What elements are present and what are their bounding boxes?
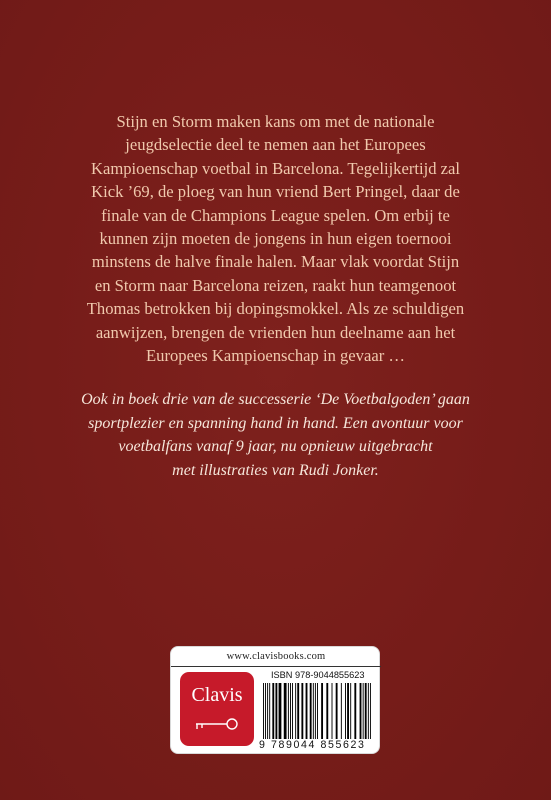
book-blurb [60,110,491,367]
barcode-bar [317,683,318,739]
barcode-bar [313,683,314,739]
barcode-bar [341,683,342,739]
blurb-line: minstens de halve finale halen. Maar vlak voordat Stijn [91,252,460,272]
barcode-bar [360,683,362,739]
blurb-line: finale van de Champions League spelen. Om erbij te [101,205,450,225]
barcode-bar [370,683,371,739]
publisher-logo-text: Clavis [191,684,243,706]
publisher-website: www.clavisbooks.com [226,651,326,662]
barcode-bar [301,683,303,739]
barcode-digits: 9 789044 855623 [259,739,366,751]
blurb-line: jeugdselectie deel te nemen aan het Europees [125,135,426,155]
barcode-bar [332,683,333,739]
tagline-line: sportplezier en spanning hand in hand. Een avontuur voor [88,414,463,432]
barcode-bar [315,683,316,739]
barcode-bar [269,683,270,739]
blurb-line: Stijn en Storm maken kans om met de nationale [116,112,435,131]
barcode-bar [284,683,287,739]
barcode-bar [288,683,289,739]
barcode-bar [368,683,369,739]
tagline-line: voetbalfans vanaf 9 jaar, nu opnieuw uitgebracht [118,438,433,455]
barcode-bar [363,683,364,739]
blurb-line: Thomas betrokken bij dopingsmokkel. Als ze schuldigen [86,299,465,319]
isbn-label: ISBN 978-9044855623 [271,670,365,680]
barcode-bar [263,683,264,739]
barcode-bar [365,683,367,739]
blurb-line: Kampioenschap voetbal in Barcelona. Tegelijkertijd zal [91,158,460,178]
blurb-line: Europees Kampioenschap in gevaar … [146,346,405,366]
barcode-bar [321,683,323,739]
barcode [263,683,371,739]
barcode-bar [275,683,277,739]
barcode-bar [326,683,328,739]
barcode-bar [292,683,293,739]
key-icon [194,716,240,732]
barcode-bar [295,683,296,739]
barcode-bar [345,683,346,739]
tagline-line: Ook in boek drie van de successerie ‘De Voetbalgoden’ gaan [81,391,470,408]
blurb-line: en Storm naar Barcelona reizen, raakt hun teamgenoot [94,275,457,295]
barcode-panel [170,646,380,754]
blurb-line: Kick ’69, de ploeg van hun vriend Bert Pringel, daar de [91,182,460,202]
barcode-bar [297,683,299,739]
barcode-bar [290,683,291,739]
barcode-bar [306,683,308,739]
blurb-line: aanwijzen, brengen de vrienden hun deelname aan het [95,322,456,342]
divider [171,666,381,667]
barcode-bar [336,683,338,739]
publisher-logo [180,672,254,746]
barcode-bar [354,683,356,739]
barcode-bar [272,683,274,739]
barcode-bar [267,683,268,739]
barcode-bar [265,683,266,739]
blurb-line: kunnen zijn moeten de jongens in hun eigen toernooi [99,229,452,249]
barcode-bar [347,683,349,739]
series-tagline [60,388,491,482]
barcode-bar [310,683,312,739]
barcode-bar [350,683,351,739]
barcode-bar [279,683,282,739]
tagline-line: met illustraties van Rudi Jonker. [172,461,379,479]
